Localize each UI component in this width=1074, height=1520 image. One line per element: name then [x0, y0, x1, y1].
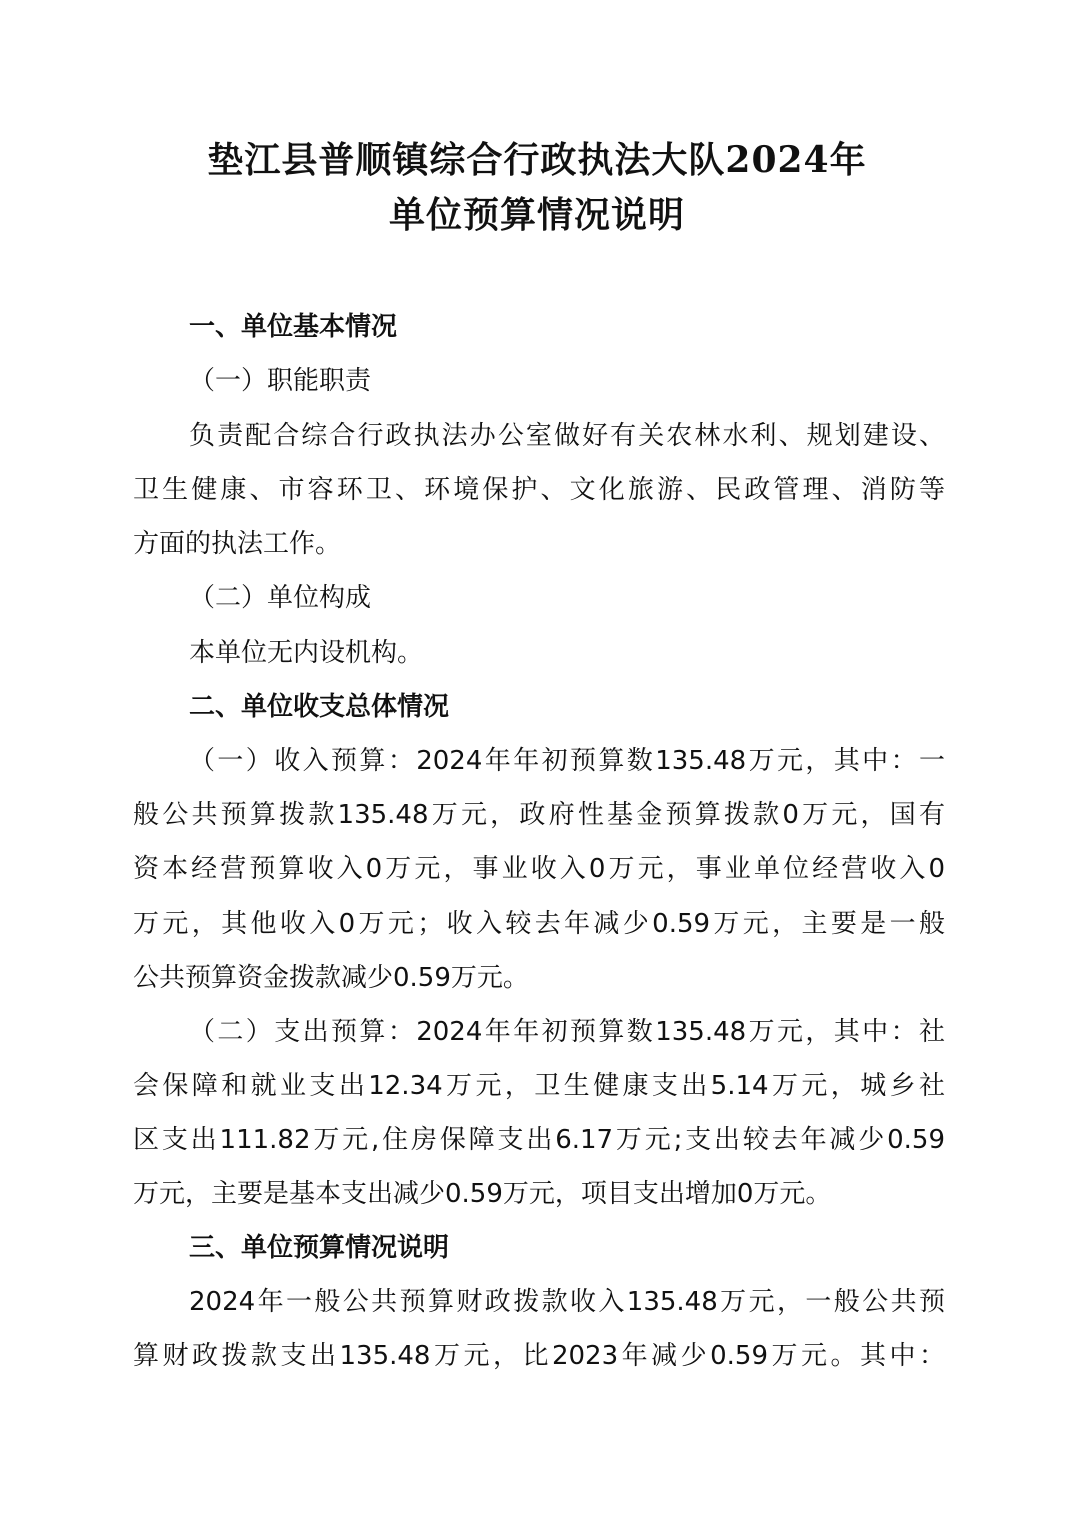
document-title-line-1: 垫江县普顺镇综合行政执法大队2024年: [207, 139, 867, 181]
document-title-line-2: 单位预算情况说明: [388, 194, 685, 236]
section-heading-basic-info: 一、单位基本情况: [189, 312, 398, 342]
paragraph-line: 万元，其他收入0万元；收入较去年减少0.59万元，主要是一般: [133, 909, 945, 939]
paragraph-line: 负责配合综合行政执法办公室做好有关农林水利、规划建设、: [189, 421, 945, 451]
subsection-heading-composition: （二）单位构成: [189, 583, 372, 613]
paragraph-line: 方面的执法工作。: [133, 529, 342, 559]
subsection-heading-duties: （一）职能职责: [189, 366, 372, 396]
paragraph-line: （一）收入预算：2024年年初预算数135.48万元，其中：一: [189, 746, 945, 776]
section-heading-budget: 三、单位预算情况说明: [189, 1233, 450, 1263]
section-heading-overall: 二、单位收支总体情况: [189, 692, 450, 722]
paragraph-line: 公共预算资金拨款减少0.59万元。: [133, 963, 529, 993]
paragraph-line: 区支出111.82万元,住房保障支出6.17万元;支出较去年减少0.59: [133, 1125, 945, 1155]
paragraph-line: 般公共预算拨款135.48万元，政府性基金预算拨款0万元，国有: [133, 800, 945, 830]
paragraph-line: 本单位无内设机构。: [189, 638, 424, 668]
paragraph-line: （二）支出预算：2024年年初预算数135.48万元，其中：社: [189, 1017, 945, 1047]
paragraph-line: 会保障和就业支出12.34万元，卫生健康支出5.14万元，城乡社: [133, 1071, 945, 1101]
paragraph-line: 算财政拨款支出135.48万元，比2023年减少0.59万元。其中：: [133, 1341, 945, 1371]
paragraph-line: 万元，主要是基本支出减少0.59万元，项目支出增加0万元。: [133, 1179, 832, 1209]
paragraph-line: 2024年一般公共预算财政拨款收入135.48万元，一般公共预: [189, 1287, 945, 1317]
paragraph-line: 资本经营预算收入0万元，事业收入0万元，事业单位经营收入0: [133, 854, 945, 884]
paragraph-line: 卫生健康、市容环卫、环境保护、文化旅游、民政管理、消防等: [133, 475, 945, 505]
